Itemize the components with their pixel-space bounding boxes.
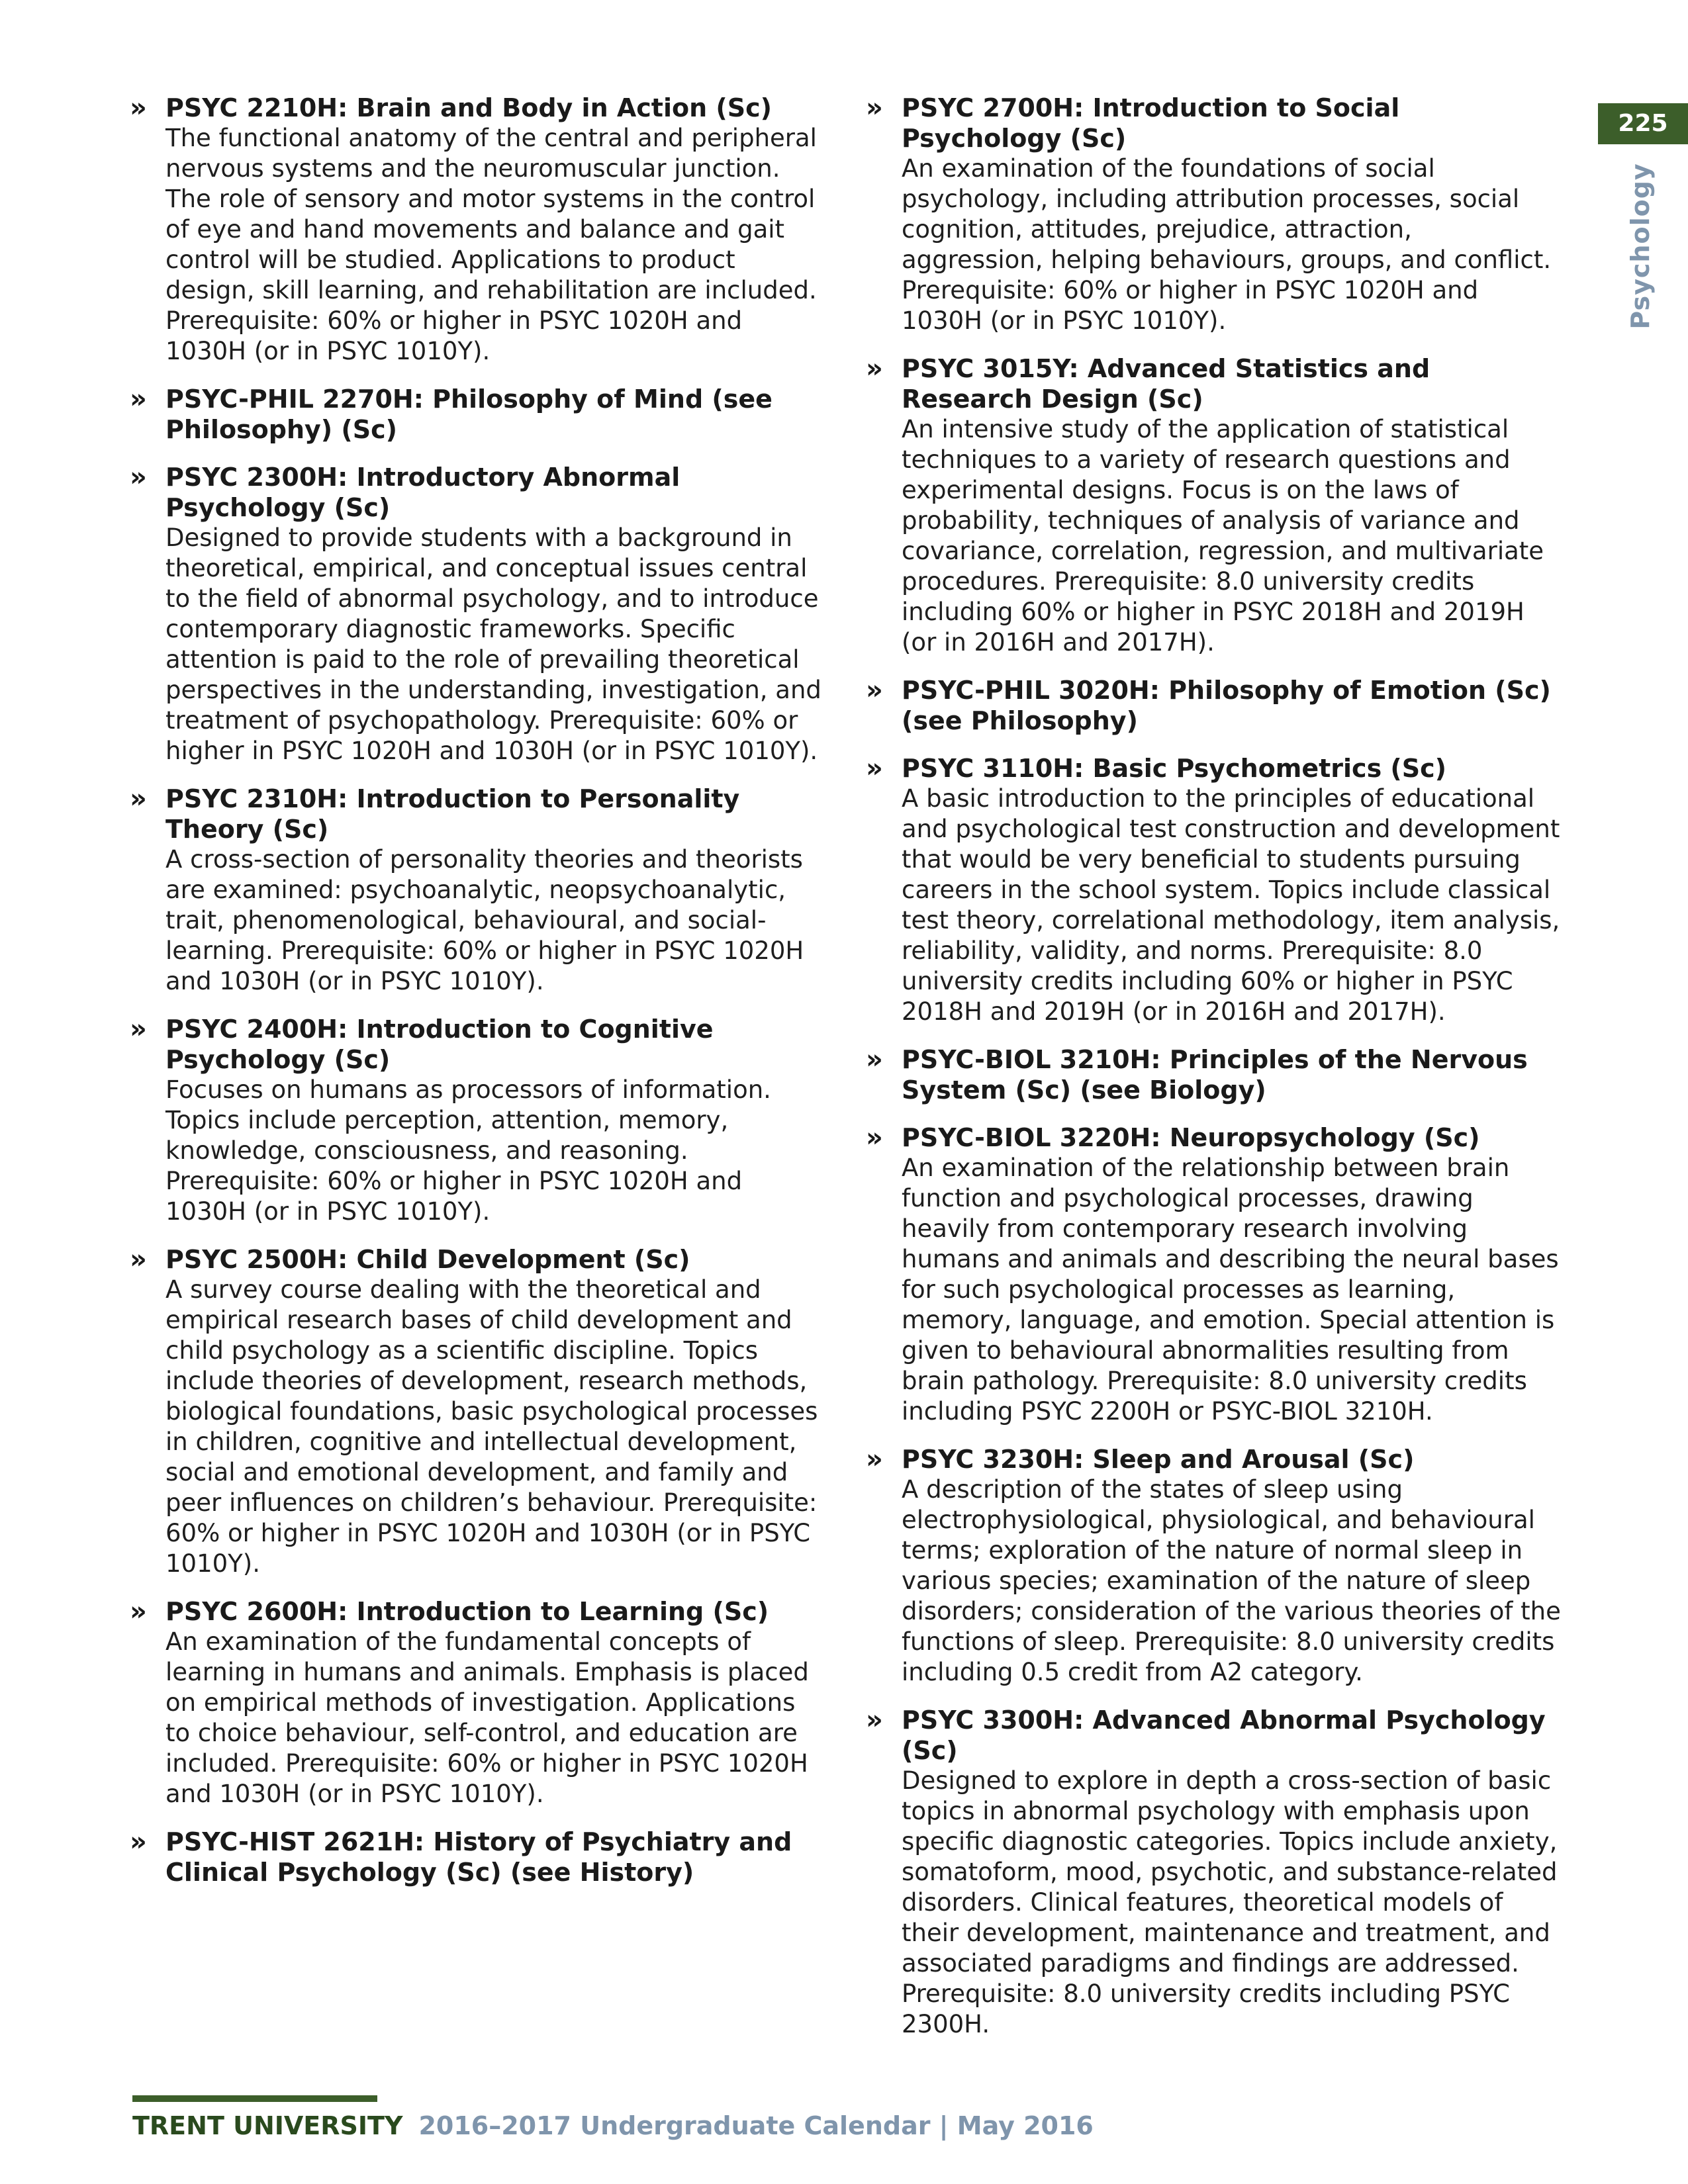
course-description: Designed to explore in depth a cross-section of basic topics in abnormal psychology with emphasis upon specific diagnostic categories. Topics include anxiety, somatoform, mood, psychotic, and substance-related disorders. Clinical features, theoretical models of their development, maintenance and treatment, and associated paradigms and findings are addressed. Prerequisite: 8.0 university credits including PSYC 2300H. (902, 1766, 1558, 2038)
course-entry (866, 353, 1561, 658)
bullet-marker: » (866, 1444, 883, 1475)
bullet-marker: » (130, 1014, 147, 1044)
course-entry (130, 1827, 825, 1888)
bullet-marker: » (866, 1044, 883, 1075)
course-title: PSYC-BIOL 3220H: Neuropsychology (Sc) (902, 1123, 1480, 1152)
course-entry (130, 1014, 825, 1227)
footer-university: TRENT UNIVERSITY (132, 2111, 403, 2140)
course-entry (130, 93, 825, 367)
course-title: PSYC-PHIL 2270H: Philosophy of Mind (see Philosophy) (Sc) (165, 385, 773, 444)
course-entry (866, 675, 1561, 736)
course-entry (866, 93, 1561, 336)
bullet-marker: » (866, 675, 883, 705)
course-title: PSYC 2500H: Child Development (Sc) (165, 1245, 690, 1274)
course-entry (130, 1596, 825, 1809)
course-entry (130, 1244, 825, 1579)
course-title: PSYC 2400H: Introduction to Cognitive Psychology (Sc) (165, 1015, 714, 1074)
course-description: An examination of the foundations of social psychology, including attribution processes, social cognition, attitudes, prejudice, attraction, aggression, helping behaviours, groups, and conflict. Prerequisite: 60% or higher in PSYC 1020H and 1030H (or in PSYC 1010Y). (902, 154, 1552, 335)
course-title: PSYC-BIOL 3210H: Principles of the Nervous System (Sc) (see Biology) (902, 1045, 1528, 1105)
course-entry (130, 384, 825, 445)
course-entry (866, 1705, 1561, 2040)
course-title: PSYC-HIST 2621H: History of Psychiatry and Clinical Psychology (Sc) (see History) (165, 1827, 792, 1887)
course-title: PSYC 2300H: Introductory Abnormal Psychology (Sc) (165, 463, 680, 522)
section-label: Psychology (1626, 163, 1655, 330)
bullet-marker: » (866, 1122, 883, 1153)
right-column (866, 93, 1561, 2057)
bullet-marker: » (866, 1705, 883, 1735)
bullet-marker: » (130, 384, 147, 414)
course-entry (866, 1044, 1561, 1105)
course-description: A survey course dealing with the theoretical and empirical research bases of child development and child psychology as a scientific discipline. Topics include theories of development, research methods, biological foundations, basic psychological processes in children, cognitive and intellectual development, social and emotional development, and family and peer influences on children’s behaviour. Prerequisite: 60% or higher in PSYC 1020H and 1030H (or in PSYC 1010Y). (165, 1275, 818, 1578)
bullet-marker: » (130, 93, 147, 123)
course-title: PSYC 2210H: Brain and Body in Action (Sc) (165, 93, 772, 122)
course-description: A cross-section of personality theories and theorists are examined: psychoanalytic, neopsychoanalytic, trait, phenomenological, behavioural, and social-learning. Prerequisite: 60% or higher in PSYC 1020H and 1030H (or in PSYC 1010Y). (165, 845, 804, 995)
bullet-marker: » (130, 784, 147, 814)
course-description: A description of the states of sleep using electrophysiological, physiological, and behavioural terms; exploration of the nature of normal sleep in various species; examination of the nature of sleep disorders; consideration of the various theories of the functions of sleep. Prerequisite: 8.0 university credits including 0.5 credit from A2 category. (902, 1475, 1561, 1686)
course-title: PSYC 2600H: Introduction to Learning (Sc) (165, 1597, 769, 1626)
course-title: PSYC 3230H: Sleep and Arousal (Sc) (902, 1445, 1415, 1474)
course-title: PSYC 3300H: Advanced Abnormal Psychology (Sc) (902, 1706, 1546, 1765)
course-entry (866, 1122, 1561, 1427)
page-number: 225 (1618, 110, 1668, 137)
course-title: PSYC 2310H: Introduction to Personality Theory (Sc) (165, 784, 740, 844)
course-entry (866, 753, 1561, 1027)
course-title: PSYC-PHIL 3020H: Philosophy of Emotion (Sc) (see Philosophy) (902, 676, 1551, 735)
course-description: Designed to provide students with a background in theoretical, empirical, and conceptual issues central to the field of abnormal psychology, and to introduce contemporary diagnostic frameworks. Specific attention is paid to the role of prevailing theoretical perspectives in the understanding, investigation, and treatment of psychopathology. Prerequisite: 60% or higher in PSYC 1020H and 1030H (or in PSYC 1010Y). (165, 523, 821, 765)
bullet-marker: » (130, 1596, 147, 1627)
bullet-marker: » (866, 353, 883, 384)
bullet-marker: » (130, 1244, 147, 1275)
page-number-tab (1598, 103, 1688, 144)
course-description: A basic introduction to the principles of educational and psychological test construction and development that would be very beneficial to students pursuing careers in the school system. Topics include classical test theory, correlational methodology, item analysis, reliability, validity, and norms. Prerequisite: 8.0 university credits including 60% or higher in PSYC 2018H and 2019H (or in 2016H and 2017H). (902, 784, 1560, 1026)
bullet-marker: » (130, 462, 147, 492)
footer-edition: 2016–2017 Undergraduate Calendar | May 2016 (418, 2111, 1094, 2140)
footer (132, 2111, 1094, 2140)
footer-rule (132, 2095, 377, 2102)
course-description: Focuses on humans as processors of information. Topics include perception, attention, memory, knowledge, consciousness, and reasoning. Prerequisite: 60% or higher in PSYC 1020H and 1030H (or in PSYC 1010Y). (165, 1075, 771, 1226)
course-description: An intensive study of the application of statistical techniques to a variety of research questions and experimental designs. Focus is on the laws of probability, techniques of analysis of variance and covariance, correlation, regression, and multivariate procedures. Prerequisite: 8.0 university credits including 60% or higher in PSYC 2018H and 2019H (or in 2016H and 2017H). (902, 415, 1544, 657)
course-title: PSYC 3110H: Basic Psychometrics (Sc) (902, 754, 1447, 783)
bullet-marker: » (130, 1827, 147, 1857)
course-title: PSYC 2700H: Introduction to Social Psychology (Sc) (902, 93, 1400, 153)
course-description: An examination of the fundamental concepts of learning in humans and animals. Emphasis is placed on empirical methods of investigation. Applications to choice behaviour, self-control, and education are included. Prerequisite: 60% or higher in PSYC 1020H and 1030H (or in PSYC 1010Y). (165, 1627, 809, 1808)
course-entry (866, 1444, 1561, 1688)
course-entry (130, 462, 825, 766)
left-column (130, 93, 825, 1905)
course-entry (130, 784, 825, 997)
bullet-marker: » (866, 753, 883, 784)
course-description: The functional anatomy of the central and peripheral nervous systems and the neuromuscular junction. The role of sensory and motor systems in the control of eye and hand movements and balance and gait control will be studied. Applications to product design, skill learning, and rehabilitation are included. Prerequisite: 60% or higher in PSYC 1020H and 1030H (or in PSYC 1010Y). (165, 124, 817, 365)
course-description: An examination of the relationship between brain function and psychological processes, drawing heavily from contemporary research involving humans and animals and describing the neural bases for such psychological processes as learning, memory, language, and emotion. Special attention is given to behavioural abnormalities resulting from brain pathology. Prerequisite: 8.0 university credits including PSYC 2200H or PSYC-BIOL 3210H. (902, 1154, 1559, 1426)
bullet-marker: » (866, 93, 883, 123)
course-title: PSYC 3015Y: Advanced Statistics and Research Design (Sc) (902, 354, 1430, 414)
